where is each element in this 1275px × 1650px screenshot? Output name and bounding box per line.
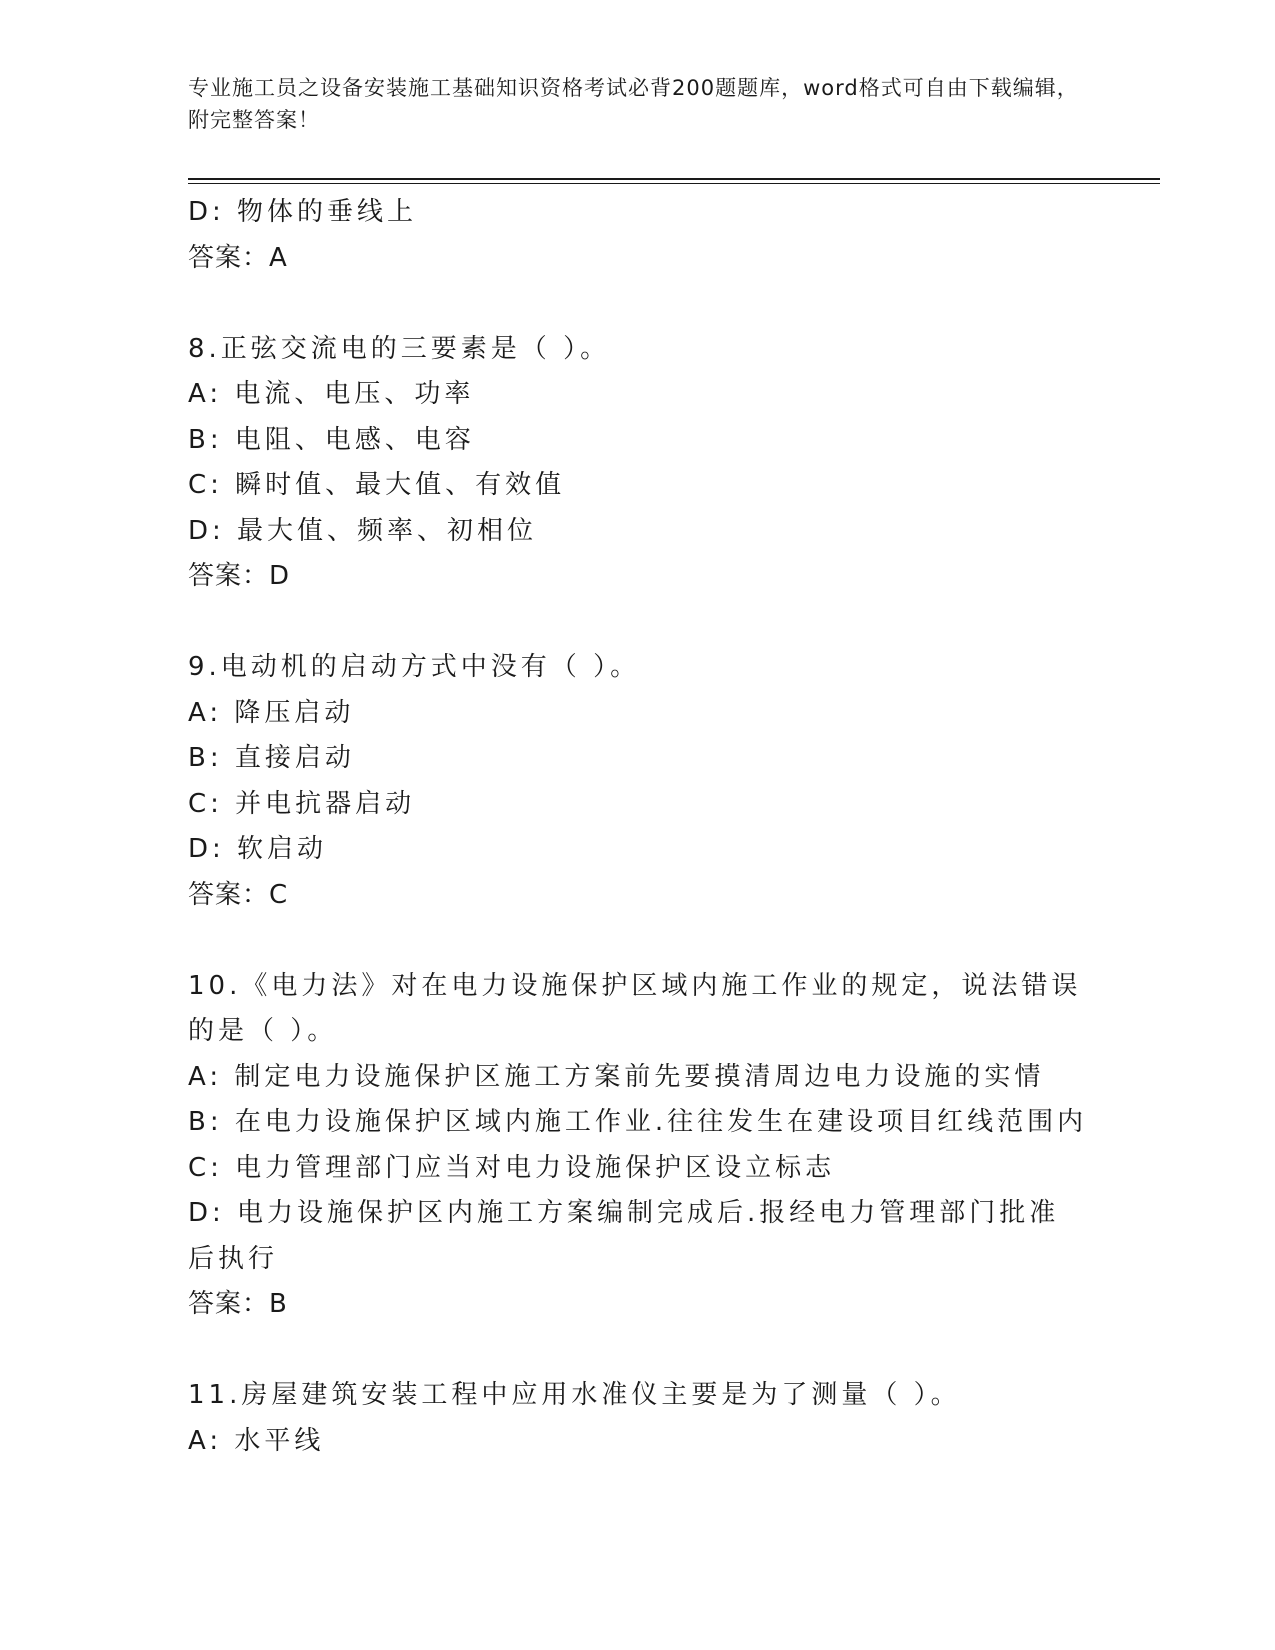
answer: 答案：C (188, 879, 289, 910)
answer: 答案：A (188, 242, 288, 273)
answer: 答案：D (188, 561, 291, 591)
option-d: D: 电力设施保护区内施工方案编制完成后.报经电力管理部门批准后执行 (188, 1198, 1060, 1274)
option-c: C: 瞬时值、最大值、有效值 (188, 470, 566, 500)
spacer (188, 600, 1108, 646)
option-a: A: 制定电力设施保护区施工方案前先要摸清周边电力设施的实情 (188, 1061, 1045, 1092)
question-list (188, 190, 1108, 1464)
question-text: 11.房屋建筑安装工程中应用水准仪主要是为了测量（ ）。 (188, 1380, 961, 1410)
document-header: 专业施工员之设备安装施工基础知识资格考试必背200题题库，word格式可自由下载编辑，附完整答案！ (188, 76, 1079, 132)
question-text: 10.《电力法》对在电力设施保护区域内施工作业的规定，说法错误的是（ ）。 (188, 970, 1082, 1046)
option-c: C: 电力管理部门应当对电力设施保护区设立标志 (188, 1152, 836, 1183)
option-b: B: 电阻、电感、电容 (188, 424, 475, 455)
option-d: D: 物体的垂线上 (188, 197, 418, 227)
question-10 (188, 964, 1108, 1328)
header-rule-thin (188, 183, 1160, 184)
answer: 答案：B (188, 1289, 288, 1319)
option-c: C: 并电抗器启动 (188, 788, 416, 819)
option-b: B: 在电力设施保护区域内施工作业.往往发生在建设项目红线范围内 (188, 1107, 1088, 1137)
option-d: D: 最大值、频率、初相位 (188, 515, 538, 546)
question-11 (188, 1373, 1108, 1464)
spacer (188, 1328, 1108, 1374)
spacer (188, 281, 1108, 327)
option-b: B: 直接启动 (188, 743, 355, 773)
option-a: A: 降压启动 (188, 697, 355, 728)
question-7 (188, 190, 1108, 281)
question-9 (188, 645, 1108, 918)
header-rule-thick (188, 178, 1160, 180)
question-8 (188, 327, 1108, 600)
question-text: 8.正弦交流电的三要素是（ ）。 (188, 333, 611, 364)
spacer (188, 918, 1108, 964)
question-text: 9.电动机的启动方式中没有（ ）。 (188, 652, 641, 682)
option-a: A: 电流、电压、功率 (188, 379, 475, 409)
option-a: A: 水平线 (188, 1425, 325, 1456)
option-d: D: 软启动 (188, 834, 328, 864)
